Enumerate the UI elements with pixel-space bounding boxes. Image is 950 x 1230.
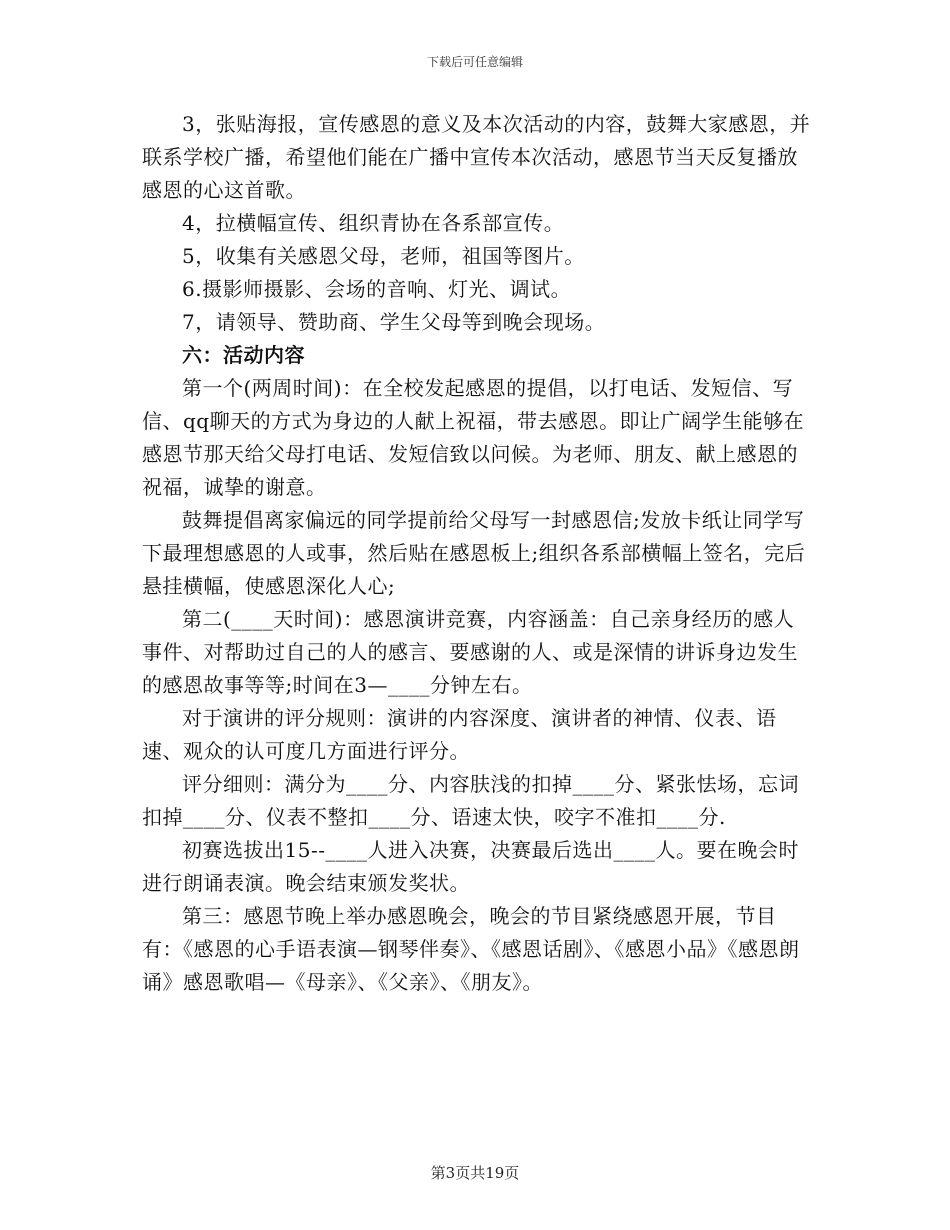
paragraph-item-7: 7，请领导、赞助商、学生父母等到晚会现场。 — [182, 310, 606, 334]
paragraph-scoring-details: 评分细则：满分为____分、内容肤浅的扣掉____分、紧张怯场，忘词扣掉____分、仪表不整扣____分、语速太快，咬字不准扣____分. — [142, 772, 799, 829]
paragraph-third-phase: 第三：感恩节晚上举办感恩晚会，晚会的节目紧绕感恩开展，节目有：《感恩的心手语表演—钢琴伴奏》、《感恩话剧》、《感恩小品》《感恩朗诵》感恩歌唱—《母亲》、《父亲》、《朋友》。 — [142, 904, 800, 994]
paragraph-item-3: 3，张贴海报，宣传感恩的意义及本次活动的内容，鼓舞大家感恩，并联系学校广播，希望他们能在广播中宣传本次活动，感恩节当天反复播放感恩的心这首歌。 — [142, 112, 811, 202]
paragraph-first-phase: 第一个(两周时间)：在全校发起感恩的提倡，以打电话、发短信、写信、qq聊天的方式为身边的人献上祝福，带去感恩。即让广阔学生能够在感恩节那天给父母打电话、发短信致以问候。为老师、朋友、献上感恩的祝福，诚挚的谢意。 — [142, 376, 805, 499]
paragraph-scoring-rules: 对于演讲的评分规则：演讲的内容深度、演讲者的神情、仪表、语速、观众的认可度几方面进行评分。 — [142, 706, 777, 763]
paragraph-second-phase: 第二(____天时间)：感恩演讲竞赛，内容涵盖：自己亲身经历的感人事件、对帮助过自己的人的感言、要感谢的人、或是深情的讲诉身边发生的感恩故事等等;时间在3—____分钟左右。 — [142, 607, 798, 697]
paragraph-item-6: 6.摄影师摄影、会场的音响、灯光、调试。 — [182, 277, 572, 301]
header-note: 下载后可任意编辑 — [426, 55, 523, 69]
paragraph-item-5: 5，收集有关感恩父母，老师，祖国等图片。 — [182, 244, 585, 268]
paragraph-item-4: 4，拉横幅宣传、组织青协在各系部宣传。 — [182, 211, 565, 235]
section-heading: 六：活动内容 — [182, 343, 305, 367]
document-body — [142, 108, 812, 999]
paragraph-selection: 初赛选拔出15--____人进入决赛，决赛最后选出____人。要在晚会时进行朗诵表演。晚会结束颁发奖状。 — [142, 838, 799, 895]
page-number: 第3页共19页 — [430, 1164, 520, 1182]
paragraph-encourage: 鼓舞提倡离家偏远的同学提前给父母写一封感恩信;发放卡纸让同学写下最理想感恩的人或事，然后贴在感恩板上;组织各系部横幅上签名，完后悬挂横幅，使感恩深化人心; — [142, 508, 806, 598]
